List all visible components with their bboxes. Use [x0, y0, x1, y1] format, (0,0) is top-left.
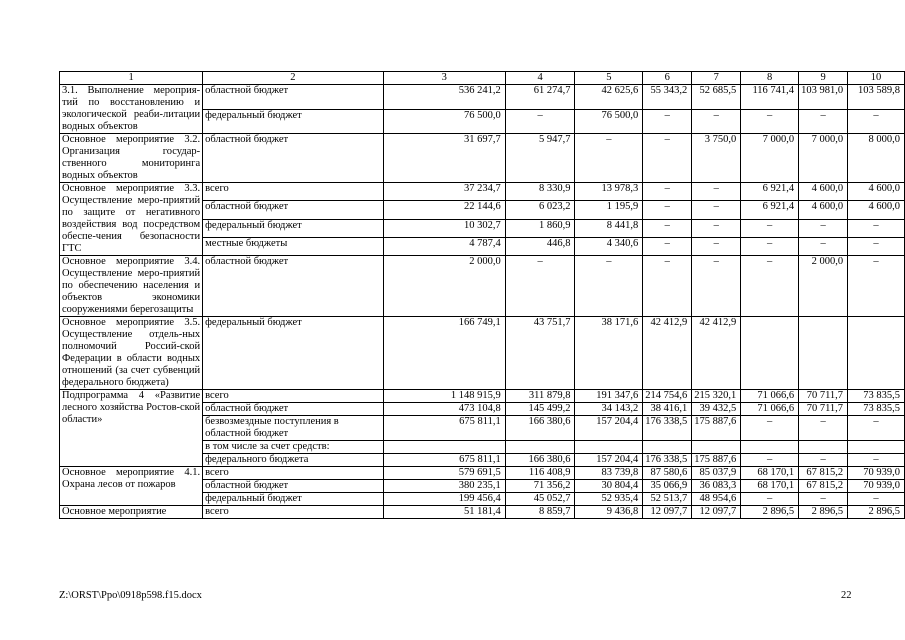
amount-cell: 10 302,7	[383, 219, 505, 237]
amount-cell: 3 750,0	[692, 134, 741, 183]
amount-cell: –	[692, 256, 741, 317]
amount-cell: –	[575, 134, 643, 183]
activity-name-cell: Основное мероприятие 3.4. Осуществление меро-приятий по обеспечению населения и объектов экономики сооружениями берегозащиты	[60, 256, 203, 317]
amount-cell: 43 751,7	[505, 317, 575, 390]
amount-cell: 4 340,6	[575, 237, 643, 255]
amount-cell: 2 000,0	[383, 256, 505, 317]
amount-cell: 1 148 915,9	[383, 390, 505, 403]
amount-cell: 76 500,0	[383, 109, 505, 134]
funding-source-cell: всего	[203, 183, 384, 201]
table-row	[60, 506, 905, 519]
amount-cell: 145 499,2	[505, 403, 575, 416]
column-header: 1	[60, 72, 203, 85]
column-header: 5	[575, 72, 643, 85]
amount-cell: –	[505, 109, 575, 134]
amount-cell: –	[848, 219, 905, 237]
amount-cell: –	[643, 237, 692, 255]
activity-name-cell: Основное мероприятие 3.3. Осуществление меро-приятий по защите от негативного воздействия вод посредством обеспе-чения безопасности ГТС	[60, 183, 203, 256]
amount-cell: 87 580,6	[643, 467, 692, 480]
amount-cell: 22 144,6	[383, 201, 505, 219]
amount-cell: 166 380,6	[505, 454, 575, 467]
funding-source-cell: местные бюджеты	[203, 237, 384, 255]
amount-cell: 34 143,2	[575, 403, 643, 416]
amount-cell: 103 981,0	[799, 85, 848, 110]
amount-cell: 68 170,1	[741, 467, 799, 480]
activity-name-cell: Основное мероприятие 3.2. Организация государ-ственного мониторинга водных объектов	[60, 134, 203, 183]
amount-cell: –	[692, 109, 741, 134]
amount-cell: –	[643, 134, 692, 183]
amount-cell: 68 170,1	[741, 480, 799, 493]
amount-cell: 42 625,6	[575, 85, 643, 110]
amount-cell: 52 513,7	[643, 493, 692, 506]
funding-source-cell: областной бюджет	[203, 134, 384, 183]
amount-cell: 579 691,5	[383, 467, 505, 480]
amount-cell: 157 204,4	[575, 454, 643, 467]
amount-cell: 8 859,7	[505, 506, 575, 519]
amount-cell: 51 181,4	[383, 506, 505, 519]
amount-cell: 116 741,4	[741, 85, 799, 110]
amount-cell: 42 412,9	[643, 317, 692, 390]
amount-cell: 5 947,7	[505, 134, 575, 183]
amount-cell: –	[741, 109, 799, 134]
amount-cell: –	[643, 256, 692, 317]
amount-cell	[741, 317, 799, 390]
amount-cell: 8 000,0	[848, 134, 905, 183]
amount-cell: 4 600,0	[848, 183, 905, 201]
amount-cell: –	[643, 201, 692, 219]
funding-source-cell: федеральный бюджет	[203, 493, 384, 506]
amount-cell: 214 754,6	[643, 390, 692, 403]
funding-source-cell: федеральный бюджет	[203, 317, 384, 390]
amount-cell: 61 274,7	[505, 85, 575, 110]
activity-name-cell: 3.1. Выполнение мероприя-тий по восстановлению и экологической реаби-литации водных объектов	[60, 85, 203, 134]
amount-cell: 71 356,2	[505, 480, 575, 493]
amount-cell: 536 241,2	[383, 85, 505, 110]
amount-cell: –	[643, 109, 692, 134]
amount-cell: 42 412,9	[692, 317, 741, 390]
table-row	[60, 256, 905, 317]
funding-source-cell: федеральный бюджет	[203, 109, 384, 134]
amount-cell: 1 860,9	[505, 219, 575, 237]
amount-cell: 48 954,6	[692, 493, 741, 506]
amount-cell: 175 887,6	[692, 454, 741, 467]
amount-cell: 70 939,0	[848, 467, 905, 480]
funding-source-cell: областной бюджет	[203, 85, 384, 110]
amount-cell: 215 320,1	[692, 390, 741, 403]
funding-source-cell: областной бюджет	[203, 403, 384, 416]
amount-cell: 31 697,7	[383, 134, 505, 183]
amount-cell: 45 052,7	[505, 493, 575, 506]
funding-source-cell: федерального бюджета	[203, 454, 384, 467]
amount-cell: –	[799, 237, 848, 255]
amount-cell: –	[741, 454, 799, 467]
funding-source-cell: в том числе за счет средств:	[203, 441, 384, 454]
amount-cell: 4 600,0	[799, 183, 848, 201]
amount-cell: 675 811,1	[383, 454, 505, 467]
amount-cell: 166 749,1	[383, 317, 505, 390]
amount-cell	[848, 317, 905, 390]
amount-cell	[741, 441, 799, 454]
amount-cell: –	[741, 416, 799, 441]
funding-source-cell: всего	[203, 390, 384, 403]
amount-cell	[848, 441, 905, 454]
header-row	[60, 72, 905, 85]
amount-cell: –	[692, 201, 741, 219]
amount-cell: 12 097,7	[692, 506, 741, 519]
amount-cell: 12 097,7	[643, 506, 692, 519]
amount-cell: –	[848, 256, 905, 317]
amount-cell: 2 000,0	[799, 256, 848, 317]
amount-cell: 176 338,5	[643, 416, 692, 441]
amount-cell: 37 234,7	[383, 183, 505, 201]
activity-name-cell: Основное мероприятие	[60, 506, 203, 519]
column-header: 7	[692, 72, 741, 85]
amount-cell: 116 408,9	[505, 467, 575, 480]
amount-cell: –	[799, 109, 848, 134]
amount-cell: 8 441,8	[575, 219, 643, 237]
amount-cell: 76 500,0	[575, 109, 643, 134]
funding-source-cell: областной бюджет	[203, 256, 384, 317]
amount-cell: –	[848, 493, 905, 506]
amount-cell	[383, 441, 505, 454]
amount-cell: 6 921,4	[741, 183, 799, 201]
column-header: 9	[799, 72, 848, 85]
amount-cell: –	[741, 237, 799, 255]
amount-cell: 9 436,8	[575, 506, 643, 519]
activity-name-cell: Основное мероприятие 3.5. Осуществление отдель-ных полномочий Россий-ской Федерации в области водных отношений (за счет субвенций федерального бюджета)	[60, 317, 203, 390]
amount-cell: 1 195,9	[575, 201, 643, 219]
funding-source-cell: федеральный бюджет	[203, 219, 384, 237]
amount-cell: 83 739,8	[575, 467, 643, 480]
table-row	[60, 390, 905, 403]
amount-cell: –	[692, 219, 741, 237]
amount-cell: –	[799, 416, 848, 441]
amount-cell: 7 000,0	[799, 134, 848, 183]
amount-cell: 70 711,7	[799, 390, 848, 403]
activity-name-cell: Подпрограмма 4 «Развитие лесного хозяйства Ростов-ской области»	[60, 390, 203, 467]
amount-cell: 52 685,5	[692, 85, 741, 110]
amount-cell: 36 083,3	[692, 480, 741, 493]
amount-cell: 311 879,8	[505, 390, 575, 403]
amount-cell: –	[643, 183, 692, 201]
amount-cell: 6 921,4	[741, 201, 799, 219]
column-header: 3	[383, 72, 505, 85]
amount-cell: –	[848, 454, 905, 467]
table-row	[60, 134, 905, 183]
amount-cell: 176 338,5	[643, 454, 692, 467]
amount-cell: 199 456,4	[383, 493, 505, 506]
amount-cell: –	[643, 219, 692, 237]
funding-source-cell: областной бюджет	[203, 480, 384, 493]
amount-cell: 6 023,2	[505, 201, 575, 219]
column-header: 2	[203, 72, 384, 85]
amount-cell: 35 066,9	[643, 480, 692, 493]
column-header: 4	[505, 72, 575, 85]
funding-source-cell: областной бюджет	[203, 201, 384, 219]
amount-cell: 2 896,5	[848, 506, 905, 519]
amount-cell: 2 896,5	[741, 506, 799, 519]
amount-cell: 4 787,4	[383, 237, 505, 255]
amount-cell: 30 804,4	[575, 480, 643, 493]
amount-cell: –	[575, 256, 643, 317]
table-row	[60, 467, 905, 480]
amount-cell: 38 171,6	[575, 317, 643, 390]
amount-cell: –	[799, 219, 848, 237]
amount-cell: 13 978,3	[575, 183, 643, 201]
amount-cell: –	[848, 109, 905, 134]
amount-cell: –	[799, 454, 848, 467]
amount-cell: 73 835,5	[848, 390, 905, 403]
amount-cell: –	[692, 237, 741, 255]
table-row	[60, 317, 905, 390]
amount-cell	[799, 441, 848, 454]
amount-cell: 39 432,5	[692, 403, 741, 416]
amount-cell: 8 330,9	[505, 183, 575, 201]
amount-cell: 71 066,6	[741, 390, 799, 403]
amount-cell: –	[848, 237, 905, 255]
amount-cell: –	[799, 493, 848, 506]
column-header: 10	[848, 72, 905, 85]
amount-cell: 380 235,1	[383, 480, 505, 493]
amount-cell	[505, 441, 575, 454]
funding-source-cell: всего	[203, 506, 384, 519]
amount-cell: 191 347,6	[575, 390, 643, 403]
amount-cell: 4 600,0	[848, 201, 905, 219]
column-header: 6	[643, 72, 692, 85]
amount-cell: 175 887,6	[692, 416, 741, 441]
amount-cell: 157 204,4	[575, 416, 643, 441]
funding-source-cell: всего	[203, 467, 384, 480]
amount-cell: 473 104,8	[383, 403, 505, 416]
amount-cell: –	[692, 183, 741, 201]
amount-cell: 38 416,1	[643, 403, 692, 416]
amount-cell: 85 037,9	[692, 467, 741, 480]
table-row	[60, 183, 905, 201]
amount-cell	[799, 317, 848, 390]
footer-page-number: 22	[841, 590, 852, 601]
amount-cell: 4 600,0	[799, 201, 848, 219]
amount-cell: 67 815,2	[799, 467, 848, 480]
amount-cell: 446,8	[505, 237, 575, 255]
amount-cell: 103 589,8	[848, 85, 905, 110]
column-header: 8	[741, 72, 799, 85]
table-row	[60, 85, 905, 110]
amount-cell: 675 811,1	[383, 416, 505, 441]
amount-cell: 2 896,5	[799, 506, 848, 519]
amount-cell	[575, 441, 643, 454]
amount-cell: 71 066,6	[741, 403, 799, 416]
amount-cell: 70 711,7	[799, 403, 848, 416]
amount-cell	[643, 441, 692, 454]
budget-table	[59, 71, 905, 519]
amount-cell	[692, 441, 741, 454]
amount-cell: 67 815,2	[799, 480, 848, 493]
amount-cell: 7 000,0	[741, 134, 799, 183]
amount-cell: 70 939,0	[848, 480, 905, 493]
footer-file-path: Z:\ORST\Ppo\0918p598.f15.docx	[59, 590, 202, 601]
amount-cell: –	[741, 219, 799, 237]
amount-cell: –	[741, 493, 799, 506]
activity-name-cell: Основное мероприятие 4.1. Охрана лесов от пожаров	[60, 467, 203, 506]
amount-cell: 166 380,6	[505, 416, 575, 441]
amount-cell: –	[505, 256, 575, 317]
amount-cell: 52 935,4	[575, 493, 643, 506]
amount-cell: 73 835,5	[848, 403, 905, 416]
funding-source-cell: безвозмездные поступления в областной бюджет	[203, 416, 384, 441]
amount-cell: 55 343,2	[643, 85, 692, 110]
amount-cell: –	[741, 256, 799, 317]
amount-cell: –	[848, 416, 905, 441]
